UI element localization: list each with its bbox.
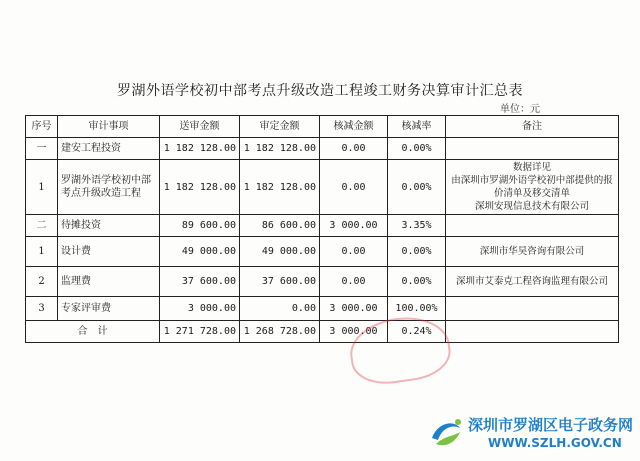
row-submitted: 49 000.00 bbox=[160, 237, 240, 267]
table-row bbox=[26, 267, 619, 297]
row-item: 专家评审费 bbox=[58, 297, 160, 321]
row-reduced: 0.00 bbox=[320, 267, 388, 297]
row-note bbox=[446, 138, 619, 160]
total-submitted: 1 271 728.00 bbox=[160, 321, 240, 343]
unit-label: 单位：元 bbox=[500, 104, 540, 115]
header-cell: 序号 bbox=[26, 116, 58, 138]
total-approved: 1 268 728.00 bbox=[240, 321, 320, 343]
row-rate: 0.00% bbox=[388, 160, 446, 215]
logo-name: 深圳市罗湖区电子政务网 bbox=[468, 416, 634, 434]
document-title: 罗湖外语学校初中部考点升级改造工程竣工财务决算审计汇总表 bbox=[117, 83, 523, 99]
row-note: 深圳市艾泰克工程咨询监理有限公司 bbox=[446, 267, 619, 297]
site-logo[interactable] bbox=[428, 410, 638, 456]
row-rate: 0.00% bbox=[388, 267, 446, 297]
row-reduced: 0.00 bbox=[320, 160, 388, 215]
row-rate: 100.00% bbox=[388, 297, 446, 321]
row-item: 待摊投资 bbox=[58, 215, 160, 237]
row-note bbox=[446, 297, 619, 321]
logo-url: WWW.SZLH.GOV.CN bbox=[488, 436, 622, 450]
row-note: 深圳市华昊咨询有限公司 bbox=[446, 237, 619, 267]
row-reduced: 0.00 bbox=[320, 237, 388, 267]
row-note bbox=[446, 215, 619, 237]
row-reduced: 3 000.00 bbox=[320, 215, 388, 237]
row-item: 罗湖外语学校初中部考点升级改造工程 bbox=[58, 160, 160, 215]
row-item: 设计费 bbox=[58, 237, 160, 267]
total-row bbox=[26, 321, 619, 343]
header-cell: 备注 bbox=[446, 116, 619, 138]
row-approved: 49 000.00 bbox=[240, 237, 320, 267]
row-submitted: 37 600.00 bbox=[160, 267, 240, 297]
table-row bbox=[26, 297, 619, 321]
row-rate: 0.00% bbox=[388, 138, 446, 160]
row-submitted: 1 182 128.00 bbox=[160, 138, 240, 160]
table-row bbox=[26, 237, 619, 267]
row-number: 1 bbox=[26, 237, 58, 267]
row-submitted: 1 182 128.00 bbox=[160, 160, 240, 215]
audit-summary-table bbox=[25, 115, 619, 343]
header-cell: 送审金额 bbox=[160, 116, 240, 138]
row-number: 2 bbox=[26, 267, 58, 297]
header-cell: 审定金额 bbox=[240, 116, 320, 138]
header-cell: 审计事项 bbox=[58, 116, 160, 138]
table-row bbox=[26, 160, 619, 215]
row-number: 3 bbox=[26, 297, 58, 321]
row-reduced: 3 000.00 bbox=[320, 297, 388, 321]
logo-mark-icon bbox=[428, 414, 464, 450]
total-label: 合 计 bbox=[26, 321, 160, 343]
row-number: 1 bbox=[26, 160, 58, 215]
row-approved: 0.00 bbox=[240, 297, 320, 321]
table-row bbox=[26, 138, 619, 160]
row-submitted: 3 000.00 bbox=[160, 297, 240, 321]
row-submitted: 89 600.00 bbox=[160, 215, 240, 237]
row-approved: 86 600.00 bbox=[240, 215, 320, 237]
row-number: 一 bbox=[26, 138, 58, 160]
row-item: 监理费 bbox=[58, 267, 160, 297]
table-row bbox=[26, 215, 619, 237]
row-item: 建安工程投资 bbox=[58, 138, 160, 160]
row-approved: 37 600.00 bbox=[240, 267, 320, 297]
total-reduced: 3 000.00 bbox=[320, 321, 388, 343]
total-rate: 0.24% bbox=[388, 321, 446, 343]
header-cell: 核减金额 bbox=[320, 116, 388, 138]
row-approved: 1 182 128.00 bbox=[240, 138, 320, 160]
row-note: 数据详见 由深圳市罗湖外语学校初中部提供的报价清单及移交清单 深圳安现信息技术有限公司 bbox=[446, 160, 619, 215]
table-header-row bbox=[26, 116, 619, 138]
row-rate: 0.00% bbox=[388, 237, 446, 267]
row-rate: 3.35% bbox=[388, 215, 446, 237]
total-note bbox=[446, 321, 619, 343]
row-approved: 1 182 128.00 bbox=[240, 160, 320, 215]
row-reduced: 0.00 bbox=[320, 138, 388, 160]
row-number: 二 bbox=[26, 215, 58, 237]
header-cell: 核减率 bbox=[388, 116, 446, 138]
